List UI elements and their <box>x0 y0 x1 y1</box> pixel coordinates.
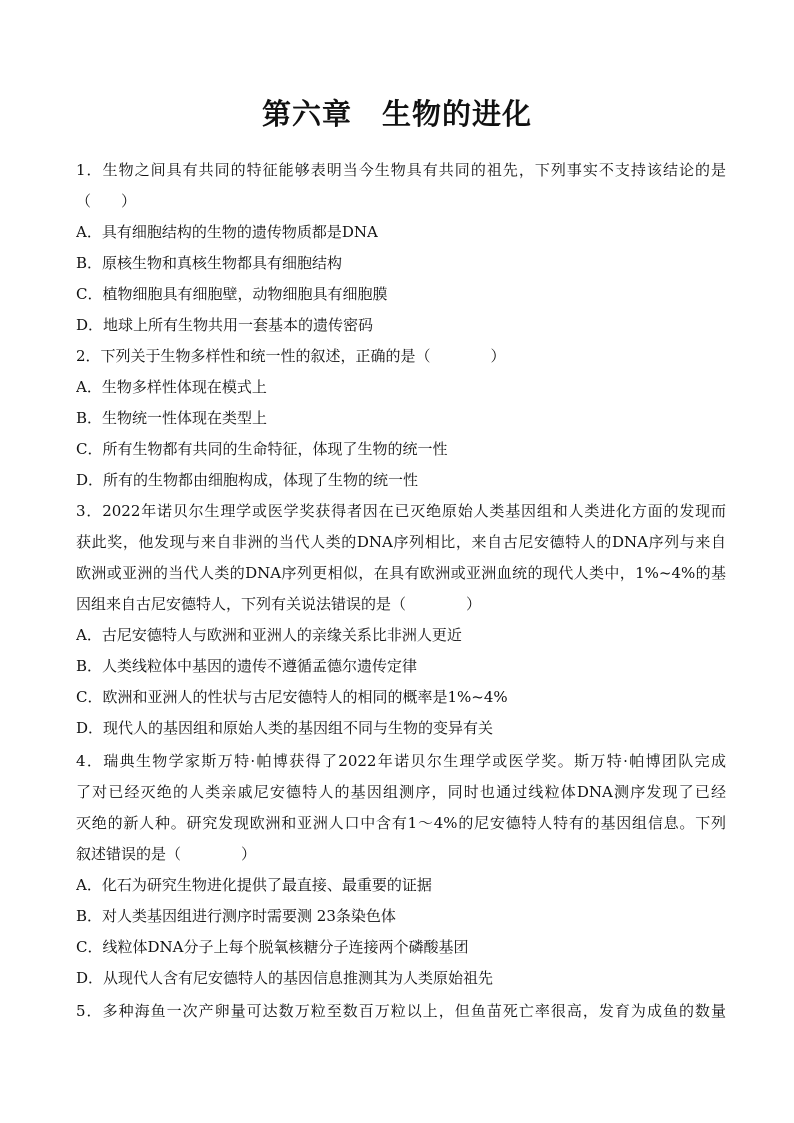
question-4-stem-line-3: 灭绝的新人种。研究发现欧洲和亚洲人口中含有1～4%的尼安德特人特有的基因组信息。下列 <box>76 814 726 832</box>
question-3-option-c: C．欧洲和亚洲人的性状与古尼安德特人的相同的概率是1%~4% <box>76 688 508 706</box>
question-3-option-b: B．人类线粒体中基因的遗传不遵循孟德尔遗传定律 <box>76 657 418 675</box>
question-2-option-d: D．所有的生物都由细胞构成，体现了生物的统一性 <box>76 471 419 489</box>
question-2-stem: 2．下列关于生物多样性和统一性的叙述，正确的是（ ） <box>76 347 506 365</box>
question-4-option-c: C．线粒体DNA分子上每个脱氧核糖分子连接两个磷酸基团 <box>76 938 469 956</box>
question-4-stem-line-4: 叙述错误的是（ ） <box>76 845 257 863</box>
question-4-stem-line-2: 了对已经灭绝的人类亲戚尼安德特人的基因组测序，同时也通过线粒体DNA测序发现了已经 <box>76 783 726 801</box>
question-1-blank: （ ） <box>76 192 137 210</box>
question-4-stem-line-1: 4．瑞典生物学家斯万特·帕博获得了2022年诺贝尔生理学或医学奖。斯万特·帕博团队完成 <box>76 752 726 770</box>
question-3-stem-line-1: 3．2022年诺贝尔生理学或医学奖获得者因在已灭绝原始人类基因组和人类进化方面的发现而 <box>76 502 726 520</box>
question-1-option-a: A．具有细胞结构的生物的遗传物质都是DNA <box>76 223 378 241</box>
question-3-stem-line-4: 因组来自古尼安德特人，下列有关说法错误的是（ ） <box>76 595 482 613</box>
question-4-option-d: D．从现代人含有尼安德特人的基因信息推测其为人类原始祖先 <box>76 969 494 987</box>
question-2-option-c: C．所有生物都有共同的生命特征，体现了生物的统一性 <box>76 440 448 458</box>
question-1-option-c: C．植物细胞具有细胞壁，动物细胞具有细胞膜 <box>76 285 388 303</box>
page-title: 第六章 生物的进化 <box>261 97 532 131</box>
question-3-stem-line-3: 欧洲或亚洲的当代人类的DNA序列更相似，在具有欧洲或亚洲血统的现代人类中，1%~4%的基 <box>76 564 726 582</box>
question-3-stem-line-2: 获此奖，他发现与来自非洲的当代人类的DNA序列相比，来自古尼安德特人的DNA序列与来自 <box>76 533 726 551</box>
question-1-stem: 1．生物之间具有共同的特征能够表明当今生物具有共同的祖先，下列事实不支持该结论的是 <box>76 161 726 179</box>
question-3-option-d: D．现代人的基因组和原始人类的基因组不同与生物的变异有关 <box>76 719 494 737</box>
question-1-option-d: D．地球上所有生物共用一套基本的遗传密码 <box>76 316 374 334</box>
question-2-option-a: A．生物多样性体现在模式上 <box>76 378 267 396</box>
question-5-stem-line-1: 5．多种海鱼一次产卵量可达数万粒至数百万粒以上，但鱼苗死亡率很高，发育为成鱼的数量 <box>76 1002 726 1020</box>
question-4-option-b: B．对人类基因组进行测序时需要测 23条染色体 <box>76 907 396 925</box>
question-1-option-b: B．原核生物和真核生物都具有细胞结构 <box>76 254 343 272</box>
question-4-option-a: A．化石为研究生物进化提供了最直接、最重要的证据 <box>76 876 432 894</box>
question-3-option-a: A．古尼安德特人与欧洲和亚洲人的亲缘关系比非洲人更近 <box>76 626 462 644</box>
question-2-option-b: B．生物统一性体现在类型上 <box>76 409 268 427</box>
